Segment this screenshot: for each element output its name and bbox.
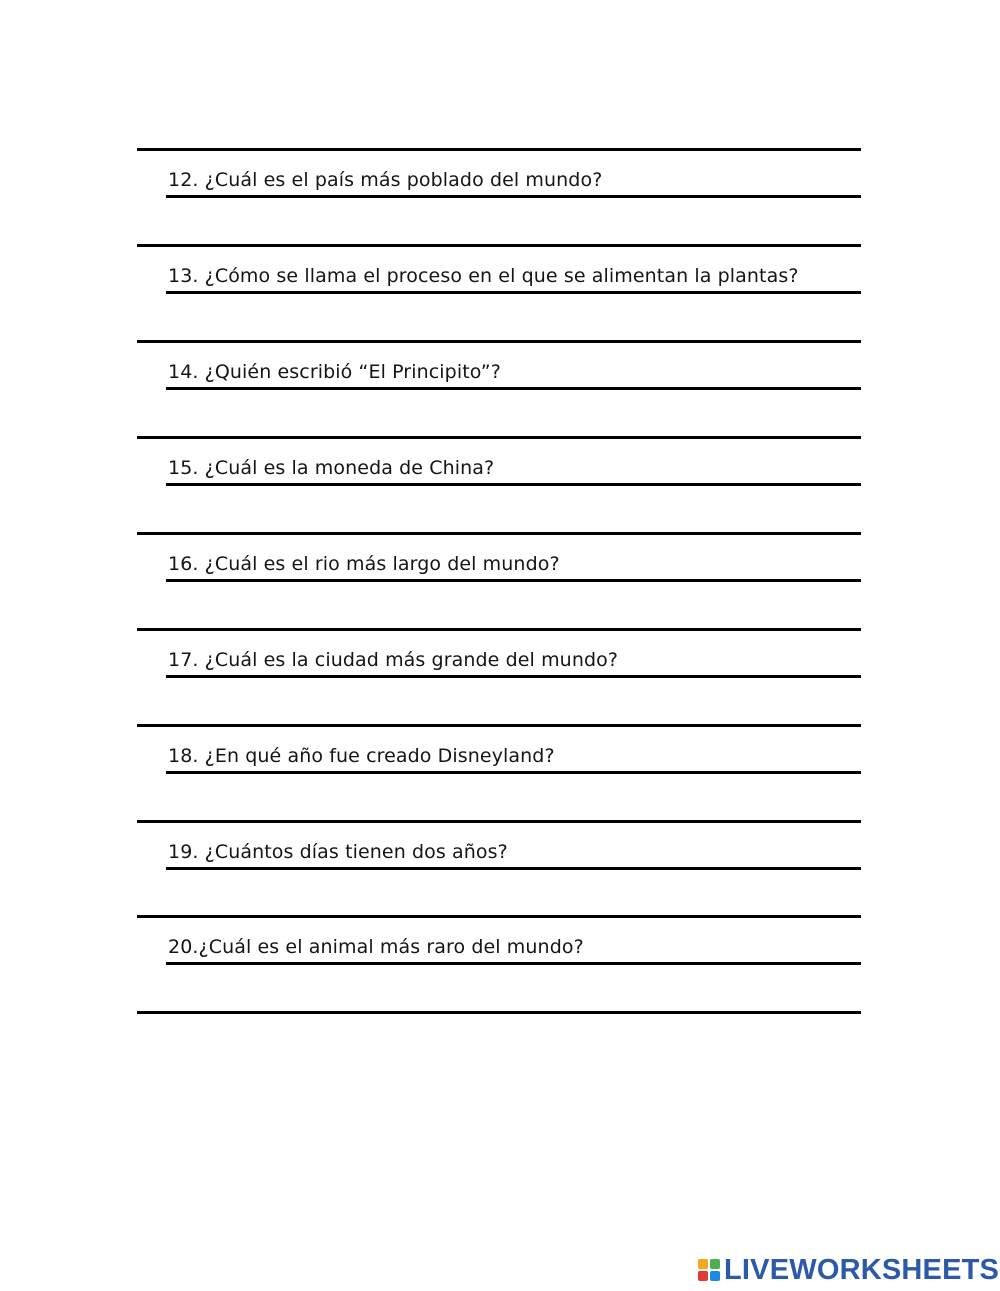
question-text: 12. ¿Cuál es el país más poblado del mundo? — [168, 169, 603, 191]
answer-field-19[interactable] — [166, 870, 861, 914]
question-17 — [166, 630, 861, 678]
question-underline — [166, 962, 861, 965]
question-text: 13. ¿Cómo se llama el proceso en el que se alimentan la plantas? — [168, 265, 799, 287]
question-text: 17. ¿Cuál es la ciudad más grande del mundo? — [168, 649, 619, 671]
logo-block — [710, 1271, 720, 1281]
answer-field-12[interactable] — [166, 198, 861, 242]
question-12 — [166, 150, 861, 198]
logo-block — [698, 1271, 708, 1281]
question-text: 19. ¿Cuántos días tienen dos años? — [168, 841, 508, 863]
answer-field-18[interactable] — [166, 774, 861, 818]
question-14 — [166, 342, 861, 390]
question-text: 14. ¿Quién escribió “El Principito”? — [168, 361, 501, 383]
question-text: 15. ¿Cuál es la moneda de China? — [168, 457, 495, 479]
separator-line — [137, 1011, 861, 1014]
logo-block — [710, 1259, 720, 1269]
answer-field-20[interactable] — [166, 966, 861, 1010]
question-15 — [166, 438, 861, 486]
question-text: 16. ¿Cuál es el rio más largo del mundo? — [168, 553, 560, 575]
answer-field-15[interactable] — [166, 486, 861, 530]
answer-field-13[interactable] — [166, 294, 861, 338]
question-18 — [166, 726, 861, 774]
question-19 — [166, 822, 861, 870]
liveworksheets-logo-icon — [698, 1259, 720, 1281]
answer-field-17[interactable] — [166, 678, 861, 722]
brand-name: LIVEWORKSHEETS — [724, 1253, 1000, 1286]
answer-field-14[interactable] — [166, 390, 861, 434]
liveworksheets-brand[interactable] — [698, 1254, 999, 1286]
answer-field-16[interactable] — [166, 582, 861, 626]
question-text: 18. ¿En qué año fue creado Disneyland? — [168, 745, 555, 767]
question-20 — [166, 917, 861, 965]
question-13 — [166, 246, 861, 294]
question-16 — [166, 534, 861, 582]
logo-block — [698, 1259, 708, 1269]
question-text: 20.¿Cuál es el animal más raro del mundo? — [168, 936, 584, 958]
